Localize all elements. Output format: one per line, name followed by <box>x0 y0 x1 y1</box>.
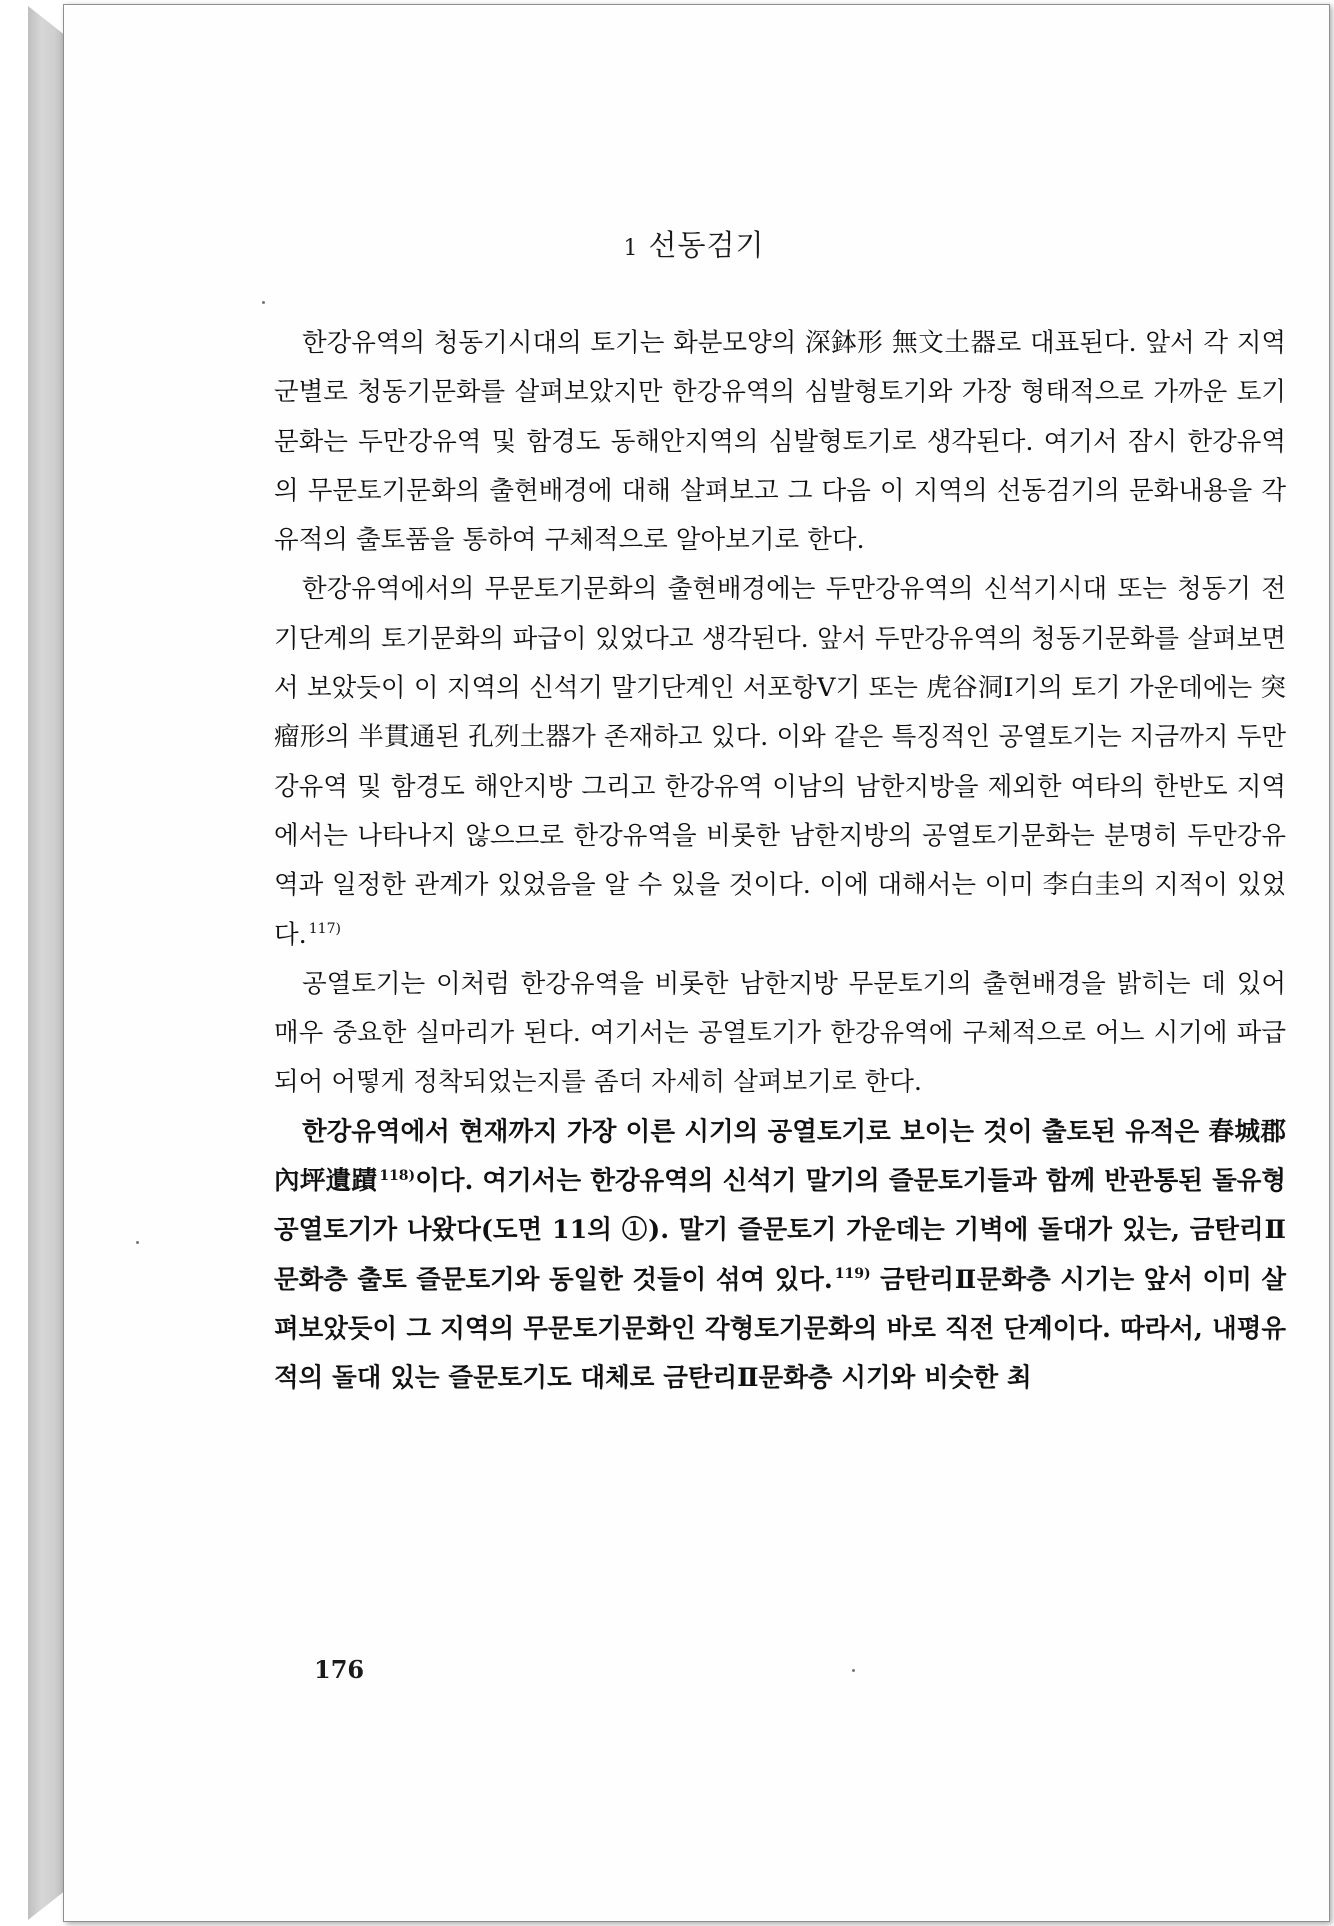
section-title-text: 선동검기 <box>648 228 765 262</box>
scan-speck <box>262 301 265 304</box>
book-page <box>64 4 1330 1922</box>
scan-speck <box>852 1669 855 1672</box>
footnote-117: 117) <box>308 921 341 938</box>
paragraph-3 <box>274 960 1286 1108</box>
footnote-118: 118) <box>379 1167 416 1184</box>
book-spine <box>28 6 66 1920</box>
section-title <box>64 223 1324 264</box>
paragraph-1 <box>274 319 1286 565</box>
paragraph-4-text-c: 금탄리Ⅱ문화층 시기는 앞서 이미 살펴보았듯이 그 지역의 무문토기문화인 각형토기문화의 바로 직전 단계이다. 따라서, 내평유적의 돌대 있는 즐문토기도 대체로 금탄리Ⅱ문화층 시기와 비슷한 최 <box>274 1264 1286 1394</box>
paragraph-4-text-a: 한강유역에서 현재까지 가장 이른 시기의 공열토기로 보이는 것이 출토된 유적은 春城郡 內坪遺蹟 <box>274 1116 1286 1197</box>
footnote-119: 119) <box>834 1266 871 1283</box>
page-number: 176 <box>314 1655 365 1684</box>
body-text <box>274 319 1286 1404</box>
paragraph-2-text: 한강유역에서의 무문토기문화의 출현배경에는 두만강유역의 신석기시대 또는 청동기 전기단계의 토기문화의 파급이 있었다고 생각된다. 앞서 두만강유역의 청동기문화를 살펴보면서 보았듯이 이 지역의 신석기 말기단계인 서포항Ⅴ기 또는 虎谷洞Ⅰ기의 토기 가운데에는 突瘤形의 半貫通된 孔列土器가 존재하고 있다. 이와 같은 특징적인 공열토기는 지금까지 두만강유역 및 함경도 해안지방 그리고 한강유역 이남의 남한지방을 제외한 여타의 한반도 지역에서는 나타나지 않으므로 한강유역을 비롯한 남한지방의 공열토기문화는 분명히 두만강유역과 일정한 관계가 있었음을 알 수 있을 것이다. 이에 대해서는 이미 李白圭의 지적이 있었다. <box>274 574 1286 950</box>
section-number: 1 <box>623 236 639 261</box>
paragraph-4 <box>274 1108 1286 1404</box>
paragraph-1-text: 한강유역의 청동기시대의 토기는 화분모양의 深鉢形 無文土器로 대표된다. 앞서 각 지역군별로 청동기문화를 살펴보았지만 한강유역의 심발형토기와 가장 형태적으로 가까운 토기문화는 두만강유역 및 함경도 동해안지역의 심발형토기로 생각된다. 여기서 잠시 한강유역의 무문토기문화의 출현배경에 대해 살펴보고 그 다음 이 지역의 선동검기의 문화내용을 각 유적의 출토품을 통하여 구체적으로 알아보기로 한다. <box>274 328 1286 556</box>
scan-speck <box>136 1241 139 1244</box>
paragraph-4-text-b: 이다. 여기서는 한강유역의 신석기 말기의 즐문토기들과 함께 반관통된 돌유형 공열토기가 나왔다(도면 11의 ①). 말기 즐문토기 가운데는 기벽에 돌대가 있는, 금탄리Ⅱ문화층 출토 즐문토기와 동일한 것들이 섞여 있다. <box>274 1166 1286 1295</box>
paragraph-3-text: 공열토기는 이처럼 한강유역을 비롯한 남한지방 무문토기의 출현배경을 밝히는 데 있어 매우 중요한 실마리가 된다. 여기서는 공열토기가 한강유역에 구체적으로 어느 시기에 파급되어 어떻게 정착되었는지를 좀더 자세히 살펴보기로 한다. <box>274 968 1286 1098</box>
paragraph-2 <box>274 565 1286 959</box>
